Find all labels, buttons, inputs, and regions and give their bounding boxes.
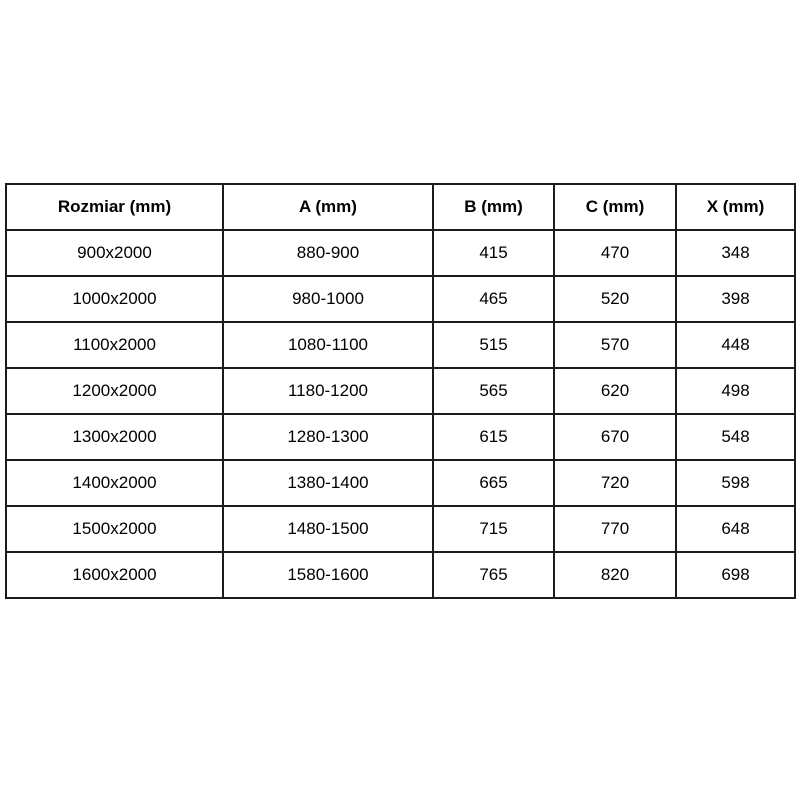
- table-cell: 670: [554, 414, 676, 460]
- table-row: [6, 276, 795, 322]
- table-cell: 570: [554, 322, 676, 368]
- size-spec-table: [5, 183, 796, 599]
- table-row: [6, 368, 795, 414]
- table-cell: 1600x2000: [6, 552, 223, 598]
- column-header-1: Rozmiar (mm): [6, 184, 223, 230]
- table-cell: 1000x2000: [6, 276, 223, 322]
- table-cell: 1480-1500: [223, 506, 433, 552]
- column-header-2: A (mm): [223, 184, 433, 230]
- table-cell: 470: [554, 230, 676, 276]
- table-cell: 1580-1600: [223, 552, 433, 598]
- table-row: [6, 230, 795, 276]
- table-cell: 880-900: [223, 230, 433, 276]
- table-header-row: [6, 184, 795, 230]
- table-cell: 698: [676, 552, 795, 598]
- table-cell: 465: [433, 276, 554, 322]
- table-cell: 1080-1100: [223, 322, 433, 368]
- table-cell: 1380-1400: [223, 460, 433, 506]
- table-cell: 1400x2000: [6, 460, 223, 506]
- table-row: [6, 322, 795, 368]
- table-cell: 515: [433, 322, 554, 368]
- table-cell: 548: [676, 414, 795, 460]
- column-header-4: C (mm): [554, 184, 676, 230]
- table-row: [6, 414, 795, 460]
- table-cell: 398: [676, 276, 795, 322]
- column-header-3: B (mm): [433, 184, 554, 230]
- table-row: [6, 506, 795, 552]
- table-cell: 720: [554, 460, 676, 506]
- table-cell: 665: [433, 460, 554, 506]
- table-cell: 520: [554, 276, 676, 322]
- table-cell: 820: [554, 552, 676, 598]
- table-cell: 1200x2000: [6, 368, 223, 414]
- table-cell: 900x2000: [6, 230, 223, 276]
- table-cell: 715: [433, 506, 554, 552]
- table-row: [6, 552, 795, 598]
- table-cell: 648: [676, 506, 795, 552]
- table-cell: 448: [676, 322, 795, 368]
- table-cell: 498: [676, 368, 795, 414]
- table-cell: 765: [433, 552, 554, 598]
- table-cell: 1300x2000: [6, 414, 223, 460]
- table-cell: 1180-1200: [223, 368, 433, 414]
- table-cell: 1280-1300: [223, 414, 433, 460]
- table-cell: 770: [554, 506, 676, 552]
- table-cell: 980-1000: [223, 276, 433, 322]
- table-row: [6, 460, 795, 506]
- table-cell: 1100x2000: [6, 322, 223, 368]
- table-cell: 1500x2000: [6, 506, 223, 552]
- table-cell: 415: [433, 230, 554, 276]
- column-header-5: X (mm): [676, 184, 795, 230]
- table-body: [6, 230, 795, 598]
- table-cell: 620: [554, 368, 676, 414]
- table-cell: 565: [433, 368, 554, 414]
- table-cell: 615: [433, 414, 554, 460]
- table-cell: 598: [676, 460, 795, 506]
- table-cell: 348: [676, 230, 795, 276]
